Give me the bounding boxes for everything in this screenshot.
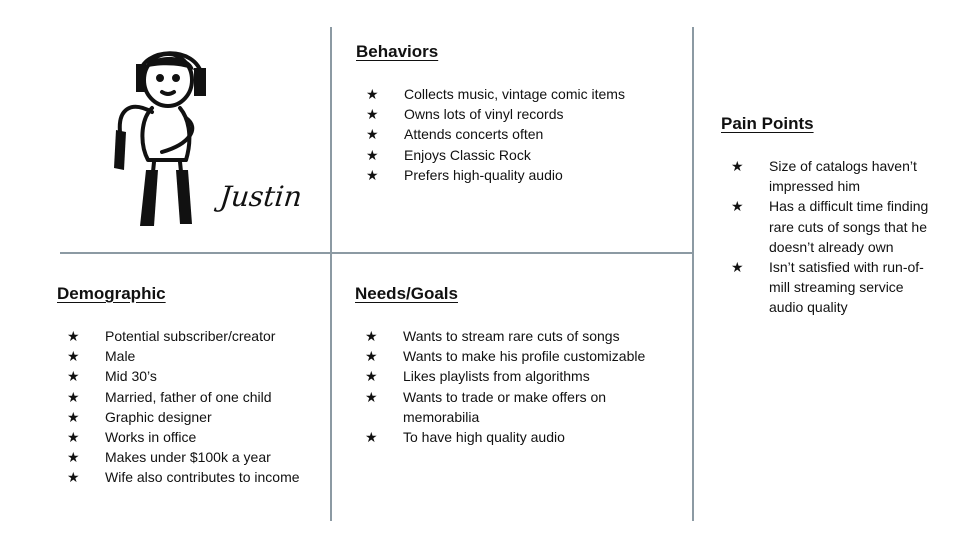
list-item: ★ Makes under $100k a year bbox=[67, 447, 329, 467]
list-item: ★ Wants to stream rare cuts of songs bbox=[365, 326, 675, 346]
star-icon: ★ bbox=[365, 348, 378, 365]
star-icon: ★ bbox=[365, 368, 378, 385]
star-icon: ★ bbox=[67, 449, 80, 466]
star-icon: ★ bbox=[366, 166, 379, 183]
star-icon: ★ bbox=[67, 408, 80, 425]
pain-points-list bbox=[731, 156, 931, 318]
vertical-divider-right bbox=[692, 27, 694, 521]
horizontal-divider bbox=[60, 252, 694, 254]
list-item: ★ Attends concerts often bbox=[366, 124, 666, 144]
star-icon: ★ bbox=[67, 348, 80, 365]
list-item: ★ Wants to trade or make offers on memorabilia bbox=[365, 388, 607, 425]
list-item: ★ Owns lots of vinyl records bbox=[366, 104, 666, 124]
behaviors-list bbox=[366, 84, 666, 185]
list-item: ★ To have high quality audio bbox=[365, 427, 675, 447]
list-item: ★ Size of catalogs haven’t impressed him bbox=[731, 158, 917, 195]
needs-goals-list bbox=[365, 326, 675, 447]
star-icon: ★ bbox=[67, 388, 80, 405]
star-icon: ★ bbox=[366, 146, 379, 163]
list-item: ★ Works in office bbox=[67, 427, 329, 447]
star-icon: ★ bbox=[67, 469, 80, 486]
list-item: ★ Likes playlists from algorithms bbox=[365, 366, 675, 386]
list-item: ★ Wants to make his profile customizable bbox=[365, 346, 675, 366]
list-item: ★ Potential subscriber/creator bbox=[67, 326, 329, 346]
star-icon: ★ bbox=[731, 158, 744, 174]
star-icon: ★ bbox=[731, 259, 744, 276]
demographic-list bbox=[67, 326, 329, 488]
needs-goals-heading: Needs/Goals bbox=[355, 284, 458, 303]
star-icon: ★ bbox=[365, 429, 378, 446]
list-item: ★ Enjoys Classic Rock bbox=[366, 145, 666, 165]
list-item: ★ Wife also contributes to income bbox=[67, 467, 329, 487]
star-icon: ★ bbox=[67, 368, 80, 385]
list-item: ★ Mid 30’s bbox=[67, 366, 329, 386]
headphones-person-icon bbox=[100, 40, 215, 235]
list-item: ★ Isn’t satisfied with run-of-mill streaming service audio quality bbox=[731, 259, 924, 316]
list-item: ★ Has a difficult time finding rare cuts of songs that he doesn’t already own bbox=[731, 198, 929, 255]
star-icon: ★ bbox=[366, 106, 379, 123]
vertical-divider-left bbox=[330, 27, 332, 521]
persona-name: Justin bbox=[218, 180, 304, 213]
star-icon: ★ bbox=[365, 388, 378, 405]
list-item: ★ Graphic designer bbox=[67, 407, 329, 427]
star-icon: ★ bbox=[366, 126, 379, 143]
behaviors-heading: Behaviors bbox=[356, 42, 439, 61]
list-item: ★ Collects music, vintage comic items bbox=[366, 84, 666, 104]
list-item: ★ Prefers high-quality audio bbox=[366, 165, 666, 185]
star-icon: ★ bbox=[366, 86, 379, 102]
star-icon: ★ bbox=[67, 429, 80, 446]
star-icon: ★ bbox=[67, 328, 80, 344]
star-icon: ★ bbox=[731, 198, 744, 215]
demographic-heading: Demographic bbox=[57, 284, 166, 303]
list-item: ★ Married, father of one child bbox=[67, 387, 329, 407]
star-icon: ★ bbox=[365, 328, 378, 344]
pain-points-heading: Pain Points bbox=[721, 114, 814, 133]
list-item: ★ Male bbox=[67, 346, 329, 366]
